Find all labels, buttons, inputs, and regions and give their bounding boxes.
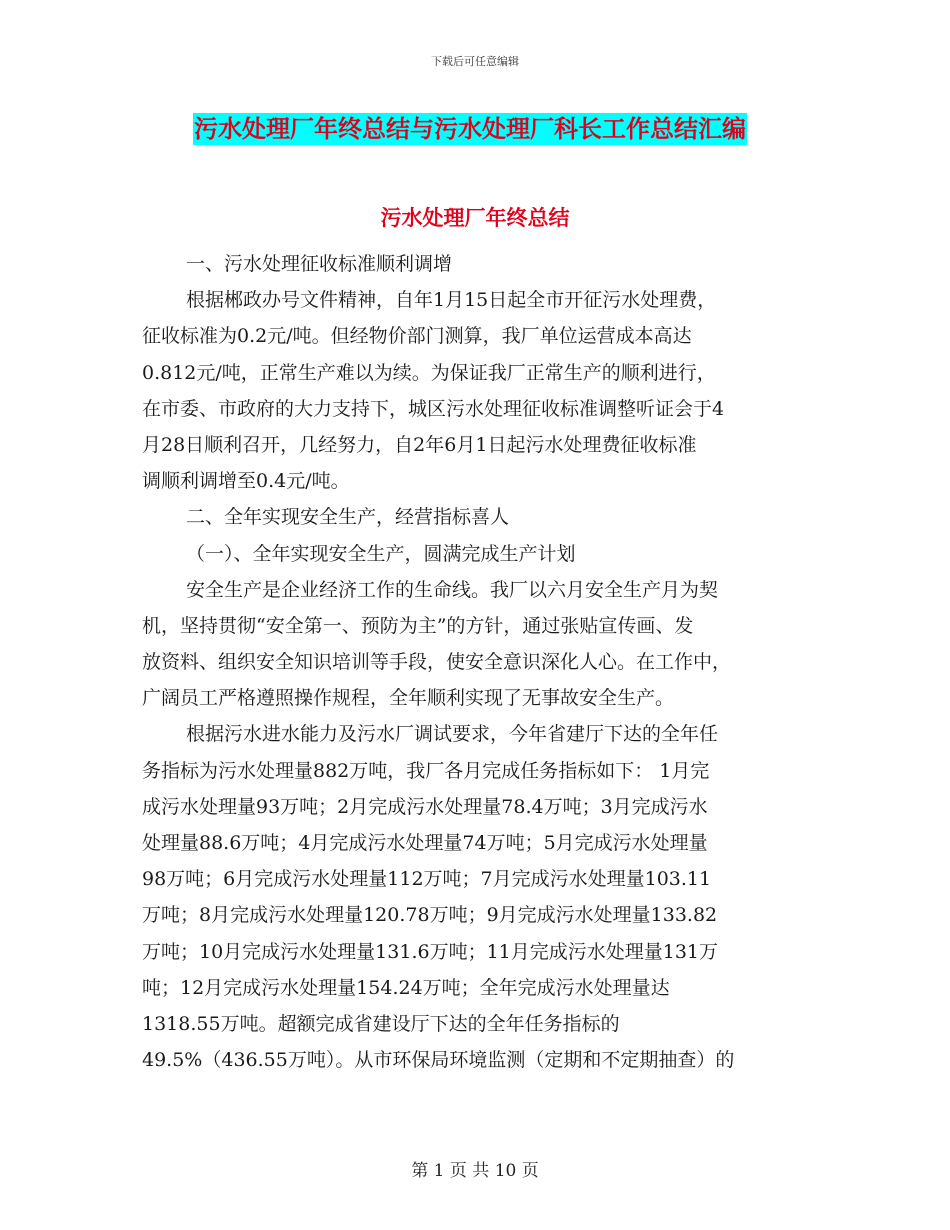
paragraph-line: 吨；12月完成污水处理量154.24万吨；全年完成污水处理量达 <box>142 976 670 999</box>
paragraph-line: 安全生产是企业经济工作的生命线。我厂以六月安全生产月为契 <box>186 578 719 601</box>
paragraph-line: 广阔员工严格遵照操作规程，全年顺利实现了无事故安全生产。 <box>142 687 675 710</box>
paragraph-line: 1318.55万吨。超额完成省建设厅下达的全年任务指标的 <box>142 1012 620 1035</box>
paragraph-line: 调顺利调增至0.4元/吨。 <box>142 470 350 493</box>
paragraph-line: 月28日顺利召开，几经努力，自2年6月1日起污水处理费征收标准 <box>142 433 697 456</box>
paragraph-line: 务指标为污水处理量882万吨，我厂各月完成任务指标如下： 1月完 <box>142 759 710 782</box>
paragraph-line: 0.812元/吨，正常生产难以为续。为保证我厂正常生产的顺利进行， <box>142 361 716 384</box>
paragraph-line: 放资料、组织安全知识培训等手段，使安全意识深化人心。在工作中， <box>142 651 732 674</box>
paragraph-line: 万吨；10月完成污水处理量131.6万吨；11月完成污水处理量131万 <box>142 940 719 963</box>
paragraph-line: 万吨；8月完成污水处理量120.78万吨；9月完成污水处理量133.82 <box>142 904 718 927</box>
paragraph-line: 49.5%（436.55万吨）。从市环保局环境监测（定期和不定期抽查）的 <box>142 1049 735 1072</box>
paragraph-line: 征收标准为0.2元/吨。但经物价部门测算，我厂单位运营成本高达 <box>142 325 692 348</box>
page-header-note: 下载后可任意编辑 <box>431 55 519 68</box>
paragraph-line: 成污水处理量93万吨；2月完成污水处理量78.4万吨；3月完成污水 <box>142 795 708 818</box>
document-body <box>142 246 810 1078</box>
heading-line: 一、污水处理征收标准顺利调增 <box>186 253 453 275</box>
document-title: 污水处理厂年终总结与污水处理厂科长工作总结汇编 <box>194 115 746 143</box>
paragraph-line: 机，坚持贯彻“安全第一、预防为主”的方针，通过张贴宣传画、发 <box>142 614 694 637</box>
paragraph-line: 在市委、市政府的大力支持下，城区污水处理征收标准调整听证会于4 <box>142 397 725 420</box>
paragraph-line: 根据郴政办号文件精神，自年1月15日起全市开征污水处理费， <box>186 289 717 312</box>
paragraph-line: 98万吨；6月完成污水处理量112万吨；7月完成污水处理量103.11 <box>142 868 712 891</box>
page-footer: 第 1 页 共 10 页 <box>411 1161 539 1181</box>
heading-line: 二、全年实现安全生产，经营指标喜人 <box>186 506 510 529</box>
subheading-line: （一）、全年实现安全生产，圆满完成生产计划 <box>186 542 576 565</box>
paragraph-line: 根据污水进水能力及污水厂调试要求，今年省建厅下达的全年任 <box>186 723 719 746</box>
paragraph-line: 处理量88.6万吨；4月完成污水处理量74万吨；5月完成污水处理量 <box>142 832 708 854</box>
section-title: 污水处理厂年终总结 <box>380 206 570 230</box>
